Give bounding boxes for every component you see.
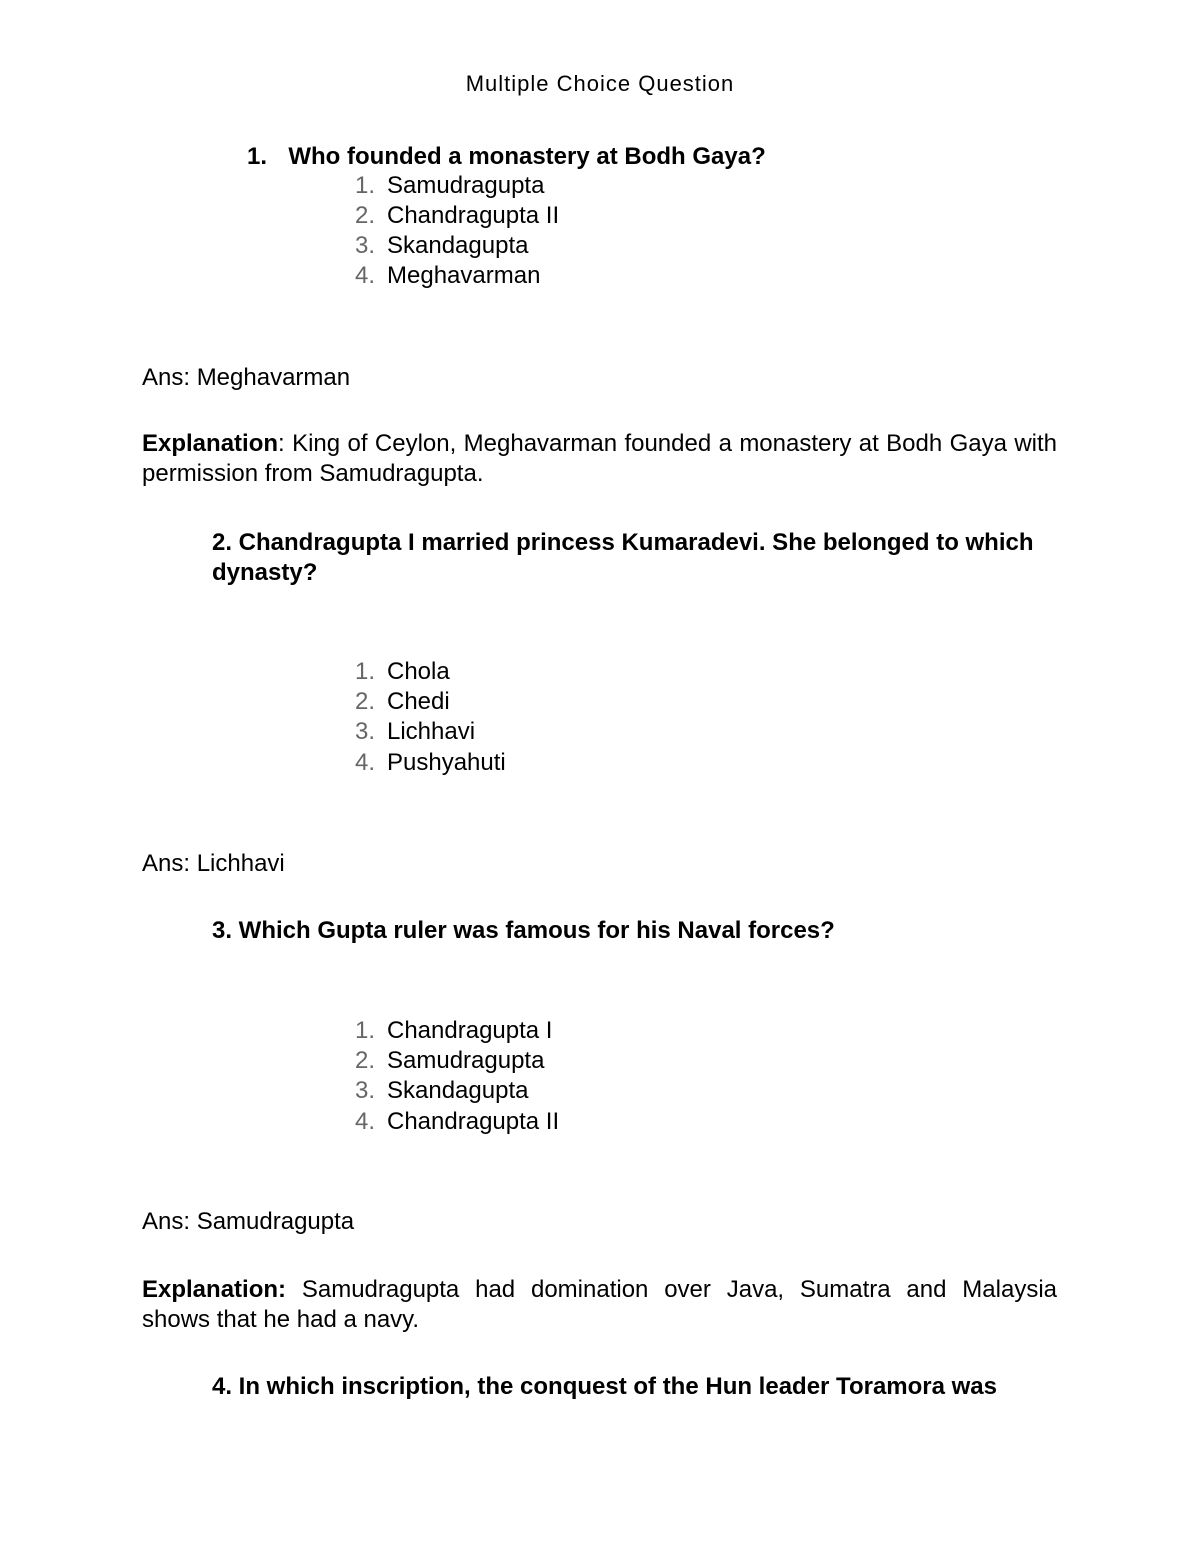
- q2-option-4: [337, 748, 506, 778]
- option-text: Chandragupta II: [387, 202, 560, 229]
- answer-1: Ans: Meghavarman: [142, 364, 351, 391]
- option-text: Chandragupta II: [387, 1108, 560, 1135]
- option-text: Meghavarman: [387, 262, 541, 289]
- page-title: Multiple Choice Question: [465, 71, 735, 96]
- option-text: Chedi: [387, 688, 450, 715]
- explanation-3: [142, 1275, 1057, 1335]
- question-2-line-2: dynasty?: [212, 559, 318, 586]
- option-text: Samudragupta: [387, 1047, 545, 1074]
- option-text: Chandragupta I: [387, 1017, 553, 1044]
- q2-option-1: [337, 657, 450, 687]
- option-text: Pushyahuti: [387, 749, 506, 776]
- option-number: 2.: [354, 202, 375, 229]
- option-number: 3.: [354, 1077, 375, 1104]
- question-1: [247, 142, 766, 172]
- option-number: 2.: [354, 688, 375, 715]
- option-number: 3.: [354, 232, 375, 259]
- option-number: 4.: [354, 749, 375, 776]
- question-1-text: Who founded a monastery at Bodh Gaya?: [288, 143, 766, 170]
- option-text: Chola: [387, 658, 450, 685]
- question-1-number: 1.: [247, 143, 268, 170]
- explanation-label: Explanation: [142, 430, 279, 457]
- answer-3: Ans: Samudragupta: [142, 1208, 355, 1235]
- option-number: 4.: [354, 262, 375, 289]
- q3-option-3: [337, 1076, 528, 1106]
- answer-2: Ans: Lichhavi: [142, 850, 285, 877]
- option-text: Skandagupta: [387, 1077, 529, 1104]
- q1-option-4: [337, 261, 540, 291]
- explanation-text: Samudragupta had domination over Java, Sumatra and Malaysia shows that he had a navy.: [142, 1276, 1057, 1333]
- q3-option-2: [337, 1046, 544, 1076]
- q1-option-3: [337, 231, 528, 261]
- q2-option-2: [337, 687, 450, 717]
- q1-option-1: [337, 171, 544, 201]
- question-4: 4. In which inscription, the conquest of the Hun leader Toramora was: [212, 1373, 998, 1400]
- q3-option-4: [337, 1107, 559, 1137]
- q3-option-1: [337, 1016, 552, 1046]
- question-3: 3. Which Gupta ruler was famous for his Naval forces?: [212, 917, 835, 944]
- explanation-text: : King of Ceylon, Meghavarman founded a monastery at Bodh Gaya with permission from Samudragupta.: [142, 430, 1057, 487]
- option-number: 2.: [354, 1047, 375, 1074]
- option-text: Samudragupta: [387, 172, 545, 199]
- explanation-1: [142, 429, 1057, 489]
- explanation-label: Explanation:: [142, 1276, 287, 1303]
- option-number: 3.: [354, 718, 375, 745]
- option-text: Lichhavi: [387, 718, 476, 745]
- option-number: 1.: [354, 172, 375, 199]
- option-number: 1.: [354, 1017, 375, 1044]
- q1-option-2: [337, 201, 559, 231]
- option-text: Skandagupta: [387, 232, 529, 259]
- question-2-line-1: 2. Chandragupta I married princess Kumaradevi. She belonged to which: [212, 529, 1034, 556]
- option-number: 4.: [354, 1108, 375, 1135]
- q2-option-3: [337, 717, 475, 747]
- option-number: 1.: [354, 658, 375, 685]
